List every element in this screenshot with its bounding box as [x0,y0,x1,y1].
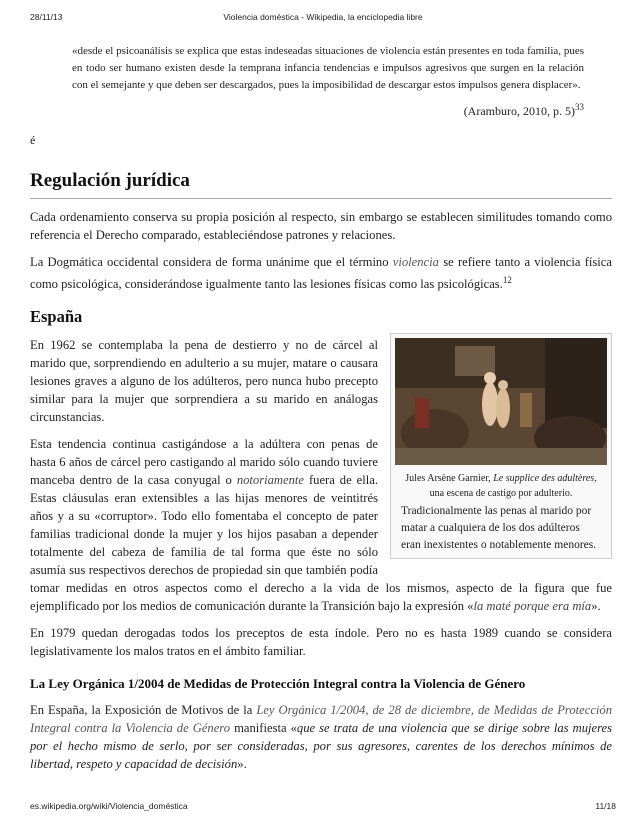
citation-ref[interactable]: 33 [575,102,584,112]
term-notoriamente: notoriamente [236,473,304,488]
paragraph-dogmatica: La Dogmática occidental considera de forma unánime que el término violencia se refiere tanto a violencia física como psicológica, considerándose igualmente tanto las lesiones físicas como las psicológicas.$^{12}$ [30,255,612,292]
article-content [30,43,612,773]
print-page-number: 11/18 [595,801,616,811]
print-date: 28/11/13 [30,12,63,22]
painting-title: Le supplice des adultères [493,473,595,485]
paragraph-1979: En 1979 quedan derogadas todos los preceptos de esta índole. Pero no es hasta 1989 cuando se considera legislativamente los malos tratos en el ámbito familiar. [30,626,612,659]
print-footer [30,801,616,811]
print-title: Violencia doméstica - Wikipedia, la enciclopedia libre [223,12,423,22]
block-quote: «desde el psicoanálisis se explica que estas indeseadas situaciones de violencia están presentes en toda familia, pues en todo ser humano existen desde la temprana infancia tendencias e impulsos agresivos que surgen en la relación con el semejante y que deben ser descargados, pues la imposibilidad de descargar estos impulsos genera displacer». [72,45,584,91]
stray-character: é [30,133,36,147]
section-heading-espana: España [30,307,83,327]
print-header [30,12,616,22]
quote-la-mate: la maté porque era mía [473,599,592,614]
paragraph-tendencia: Esta tendencia continua castigándose a la adúltera con penas de hasta 6 años de cárcel pero castigando al marido sólo cuando tuviere manceba dentro de la casa conyugal o notoriamente fuera de ella. Estas cláusulas eran extensibles a las hijas menores de veintitrés años y a su «corruptor». Todo ello fomentaba el concepto de pater familias tradicional donde la mujer y los hijos pasaban a depender totalmente del cabeza de familia de tal forma que éste no sólo asumía sus respectivos derechos de propiedad sin que también podía tomar medidas en otros aspectos como el derecho a la vida de los mismos, aspecto de la figura que fue ejemplificado por los medios de comunicación durante la Transición bajo la expresión «la maté porque era mía». [30,437,612,614]
section-heading-ley-organica: La Ley Orgánica 1/2004 de Medidas de Protección Integral contra la Violencia de Género [30,676,526,692]
quote-exposicion: que se trata de una violencia que se dirige sobre las mujeres por el hecho mismo de serlo, por ser consideradas, por sus agresores, carentes de los derechos mínimos de libertad, respeto y capacidad de decisión [30,721,612,772]
citation-text: (Aramburo, 2010, p. 5) [463,104,575,118]
print-url: es.wikipedia.org/wiki/Violencia_doméstica [30,801,188,811]
painting-image[interactable] [395,338,607,465]
figure-caption-detail: Tradicionalmente las penas al marido por matar a cualquiera de los dos adúlteros eran inexistentes o notablemente menores. [401,505,597,552]
paragraph-1962: En 1962 se contemplaba la pena de destierro y no de cárcel al marido que, sorprendiendo en adulterio a su mujer, matare o causara lesiones graves a alguno de los adúlteros, pero nunca hubo precepto similar para la mujer que sorprendiera a su marido en análogas circunstancias. [30,338,378,425]
figure-caption: Jules Arsène Garnier, Le supplice des adultères, una escena de castigo por adulterio. [405,473,597,500]
quote-citation [30,102,584,119]
link-violencia[interactable]: violencia [392,255,439,269]
paragraph-exposicion: En España, la Exposición de Motivos de la Ley Orgánica 1/2004, de 28 de diciembre, de Medidas de Protección Integral contra la Violencia de Género manifiesta «que se trata de una violencia que se dirige sobre las mujeres por el hecho mismo de serlo, por ser consideradas, por sus agresores, carentes de los derechos mínimos de libertad, respeto y capacidad de decisión». [30,703,613,772]
paragraph-comparado: Cada ordenamiento conserva su propia posición al respecto, sin embargo se establecen similitudes tomando como referencia el Derecho comparado, estableciéndose patrones y relaciones. [30,210,612,242]
figure-box [390,333,612,559]
footnote-ref-12[interactable]: 12 [502,275,512,285]
link-ley-organica[interactable]: Ley Orgánica 1/2004, de 28 de diciembre, de Medidas de Protección Integral contra la Violencia de Género [30,703,613,736]
section-heading-regulacion: Regulación jurídica [30,170,612,199]
